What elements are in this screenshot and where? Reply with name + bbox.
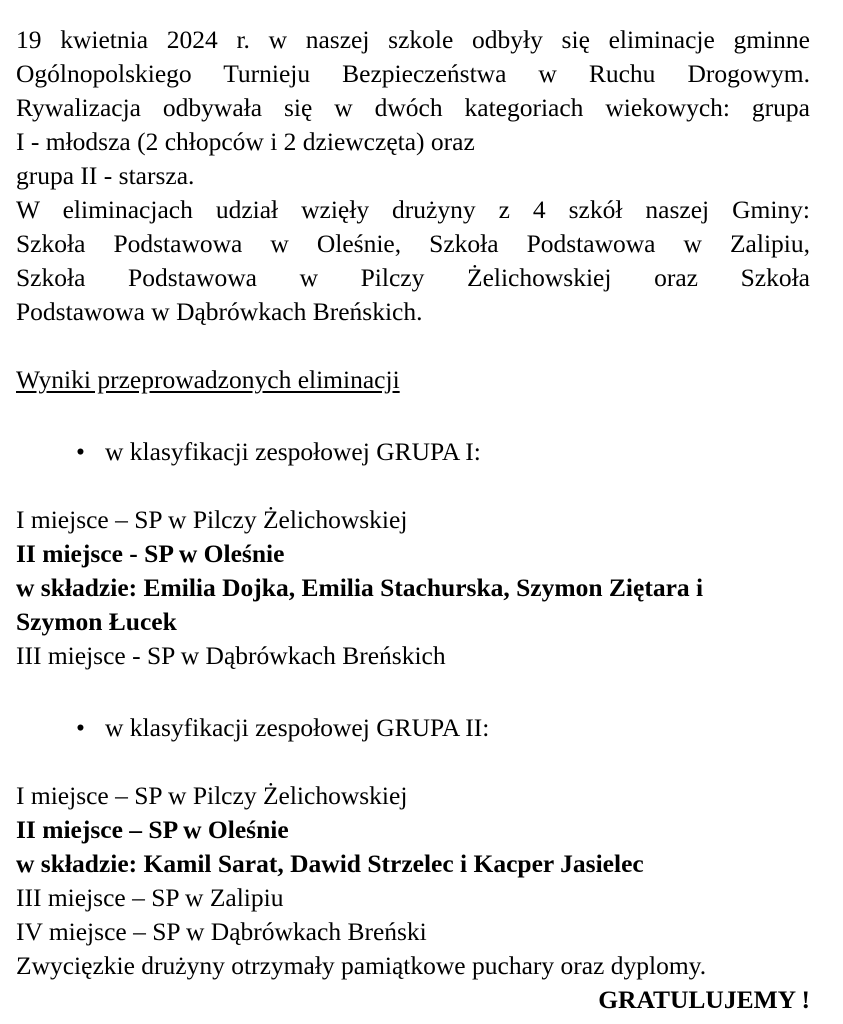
intro-line-7: Szkoła Podstawowa w Oleśnie, Szkoła Podstawowa w Zalipiu, — [16, 229, 810, 258]
congratulations: GRATULUJEMY ! — [598, 985, 810, 1014]
group2-team: w składzie: Kamil Sarat, Dawid Strzelec i Kacper Jasielec — [16, 849, 644, 878]
bullet-glyph: • — [76, 437, 85, 466]
intro-line-5: grupa II - starsza. — [16, 161, 195, 190]
group2-place-3: III miejsce – SP w Zalipiu — [16, 883, 284, 912]
bullet-glyph: • — [76, 713, 85, 742]
group1-place-2: II miejsce - SP w Oleśnie — [16, 539, 285, 568]
results-heading: Wyniki przeprowadzonych eliminacji — [16, 365, 400, 394]
group1-team-line-1: w składzie: Emilia Dojka, Emilia Stachurska, Szymon Ziętara i — [16, 573, 704, 602]
group1-team-line-2: Szymon Łucek — [16, 607, 177, 636]
group1-place-1: I miejsce – SP w Pilczy Żelichowskiej — [16, 505, 408, 534]
group2-bullet-text: w klasyfikacji zespołowej GRUPA II: — [105, 713, 490, 742]
group1-bullet — [76, 435, 481, 469]
intro-line-9: Podstawowa w Dąbrówkach Breńskich. — [16, 297, 423, 326]
intro-line-6: W eliminacjach udział wzięły drużyny z 4 szkół naszej Gminy: — [16, 195, 810, 224]
group1-bullet-text: w klasyfikacji zespołowej GRUPA I: — [105, 437, 481, 466]
group2-place-4: IV miejsce – SP w Dąbrówkach Breński — [16, 917, 427, 946]
group1-place-3: III miejsce - SP w Dąbrówkach Breńskich — [16, 641, 446, 670]
intro-line-8: Szkoła Podstawowa w Pilczy Żelichowskiej oraz Szkoła — [16, 263, 810, 292]
group2-bullet — [76, 711, 489, 745]
intro-line-2: Ogólnopolskiego Turnieju Bezpieczeństwa w Ruchu Drogowym. — [16, 59, 810, 88]
intro-line-4: I - młodsza (2 chłopców i 2 dziewczęta) oraz — [16, 127, 475, 156]
intro-line-3: Rywalizacja odbywała się w dwóch kategoriach wiekowych: grupa — [16, 93, 810, 122]
closing-text: Zwycięzkie drużyny otrzymały pamiątkowe puchary oraz dyplomy. — [16, 951, 707, 980]
intro-line-1: 19 kwietnia 2024 r. w naszej szkole odbyły się eliminacje gminne — [16, 25, 810, 54]
group2-place-1: I miejsce – SP w Pilczy Żelichowskiej — [16, 781, 408, 810]
group2-place-2: II miejsce – SP w Oleśnie — [16, 815, 289, 844]
